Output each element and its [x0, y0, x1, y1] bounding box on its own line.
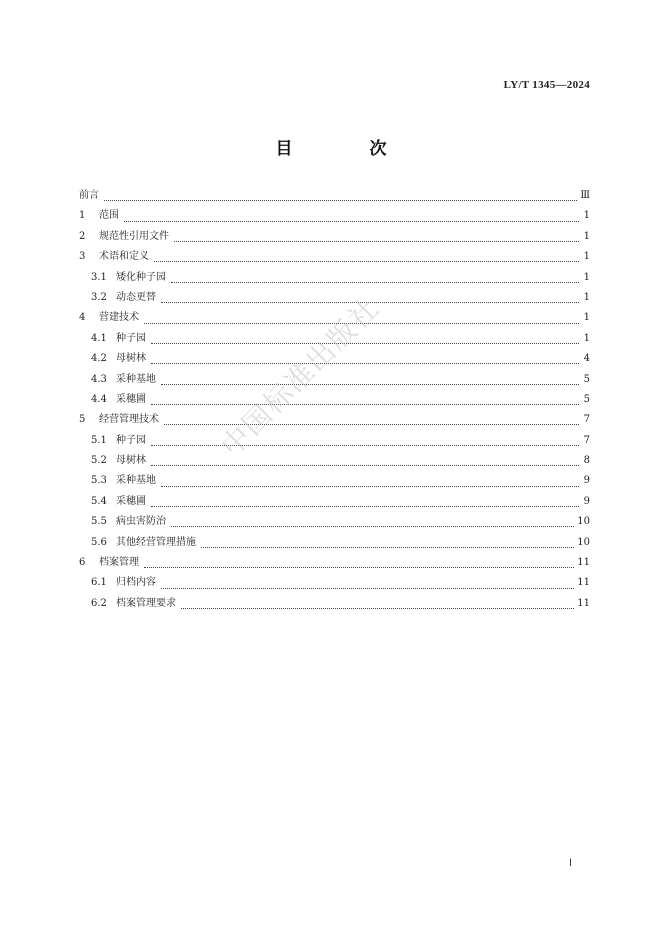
toc-entry[interactable]: [79, 370, 590, 390]
toc-leader-dots: [151, 464, 579, 466]
toc-entry-label: 矮化种子园: [116, 271, 166, 283]
toc-entry-page: 9: [583, 475, 590, 487]
toc-entry-number: 3.1: [91, 271, 107, 283]
toc-entry-page: 5: [583, 393, 590, 405]
toc-leader-dots: [124, 220, 579, 222]
toc-entry-page: 7: [583, 434, 590, 446]
toc-entry-label: 档案管理: [99, 557, 139, 569]
toc-entry-number: 4: [79, 312, 86, 324]
toc-entry-page: 1: [583, 251, 590, 263]
toc-entry[interactable]: [79, 410, 590, 430]
toc-entry-number: 4.1: [91, 332, 107, 344]
toc-entry-page: 1: [583, 230, 590, 242]
toc-entry-number: 4.3: [91, 373, 107, 385]
toc-entry-label: 种子园: [116, 332, 146, 344]
toc-entry-number: 5: [79, 414, 86, 426]
table-of-contents: [79, 186, 590, 614]
toc-leader-dots: [151, 342, 579, 344]
toc-entry-number: 5.6: [91, 536, 107, 548]
toc-entry-page: 9: [583, 495, 590, 507]
toc-entry-number: 6: [79, 557, 86, 569]
toc-leader-dots: [144, 566, 574, 568]
toc-leader-dots: [171, 281, 579, 283]
watermark: 中国标准出版社: [214, 290, 387, 463]
toc-entry[interactable]: [79, 268, 590, 288]
standard-code: LY/T 1345—2024: [503, 79, 590, 91]
toc-entry-page: 1: [583, 312, 590, 324]
toc-entry-label: 母树林: [116, 455, 146, 467]
toc-entry[interactable]: [79, 533, 590, 553]
toc-entry-label: 术语和定义: [99, 251, 149, 263]
toc-entry-number: 2: [79, 230, 86, 242]
toc-entry[interactable]: [79, 492, 590, 512]
toc-entry-number: 5.1: [91, 434, 107, 446]
toc-entry-number: 4.2: [91, 353, 107, 365]
toc-entry-page: 1: [583, 332, 590, 344]
toc-entry-page: 11: [577, 597, 590, 609]
toc-entry-page: 11: [577, 557, 590, 569]
toc-entry-page: 7: [583, 414, 590, 426]
toc-entry-page: 11: [577, 577, 590, 589]
toc-entry[interactable]: [79, 288, 590, 308]
toc-leader-dots: [151, 403, 579, 405]
toc-entry-label: 归档内容: [116, 577, 156, 589]
toc-entry[interactable]: [79, 247, 590, 267]
toc-entry[interactable]: [79, 512, 590, 532]
toc-entry-number: 5.3: [91, 475, 107, 487]
toc-leader-dots: [174, 240, 579, 242]
toc-leader-dots: [104, 199, 577, 201]
toc-leader-dots: [161, 383, 579, 385]
toc-entry-page: Ⅲ: [580, 190, 590, 201]
toc-entry[interactable]: [79, 227, 590, 247]
toc-entry[interactable]: [79, 206, 590, 226]
toc-entry[interactable]: [79, 553, 590, 573]
toc-entry[interactable]: [79, 471, 590, 491]
toc-entry-page: 5: [583, 373, 590, 385]
toc-entry-number: 5.4: [91, 495, 107, 507]
toc-entry-label: 营建技术: [99, 312, 139, 324]
toc-entry-page: 1: [583, 210, 590, 222]
toc-entry-number: 3.2: [91, 291, 107, 303]
toc-entry[interactable]: [79, 594, 590, 614]
toc-entry-label: 采穗圃: [116, 495, 146, 507]
toc-entry[interactable]: [79, 573, 590, 593]
toc-entry-number: 6.1: [91, 577, 107, 589]
toc-entry-number: 5.2: [91, 455, 107, 467]
toc-entry-label: 范围: [99, 210, 119, 222]
toc-entry-page: 4: [583, 353, 590, 365]
toc-leader-dots: [154, 260, 579, 262]
toc-entry-label: 采种基地: [116, 475, 156, 487]
toc-leader-dots: [181, 607, 574, 609]
toc-entry-label: 档案管理要求: [116, 597, 176, 609]
toc-entry-label: 病虫害防治: [116, 516, 166, 528]
toc-entry-label: 种子园: [116, 434, 146, 446]
toc-entry-number: 3: [79, 251, 86, 263]
toc-entry-label: 母树林: [116, 353, 146, 365]
toc-entry-page: 10: [577, 516, 590, 528]
toc-entry-page: 1: [583, 291, 590, 303]
toc-entry[interactable]: [79, 431, 590, 451]
toc-entry-label: 其他经营管理措施: [116, 536, 196, 548]
toc-entry-label: 规范性引用文件: [99, 230, 169, 242]
toc-entry-label: 动态更替: [116, 291, 156, 303]
toc-entry-number: 6.2: [91, 597, 107, 609]
toc-entry-page: 1: [583, 271, 590, 283]
toc-entry-label: 采种基地: [116, 373, 156, 385]
toc-entry[interactable]: [79, 390, 590, 410]
page-number: Ⅰ: [569, 858, 572, 869]
toc-leader-dots: [161, 485, 579, 487]
toc-leader-dots: [161, 587, 574, 589]
toc-entry-label: 前言: [79, 190, 99, 201]
toc-entry-page: 10: [577, 536, 590, 548]
toc-entry-label: 经营管理技术: [99, 414, 159, 426]
toc-entry[interactable]: [79, 451, 590, 471]
toc-leader-dots: [151, 362, 579, 364]
toc-entry-number: 5.5: [91, 516, 107, 528]
toc-entry[interactable]: [79, 186, 590, 206]
toc-leader-dots: [151, 444, 579, 446]
toc-leader-dots: [201, 546, 574, 548]
toc-entry-number: 1: [79, 210, 86, 222]
page-title: 目 次: [275, 139, 417, 159]
toc-entry-page: 8: [583, 455, 590, 467]
toc-leader-dots: [171, 525, 574, 527]
toc-leader-dots: [151, 505, 579, 507]
toc-entry-number: 4.4: [91, 393, 107, 405]
toc-entry-label: 采穗圃: [116, 393, 146, 405]
